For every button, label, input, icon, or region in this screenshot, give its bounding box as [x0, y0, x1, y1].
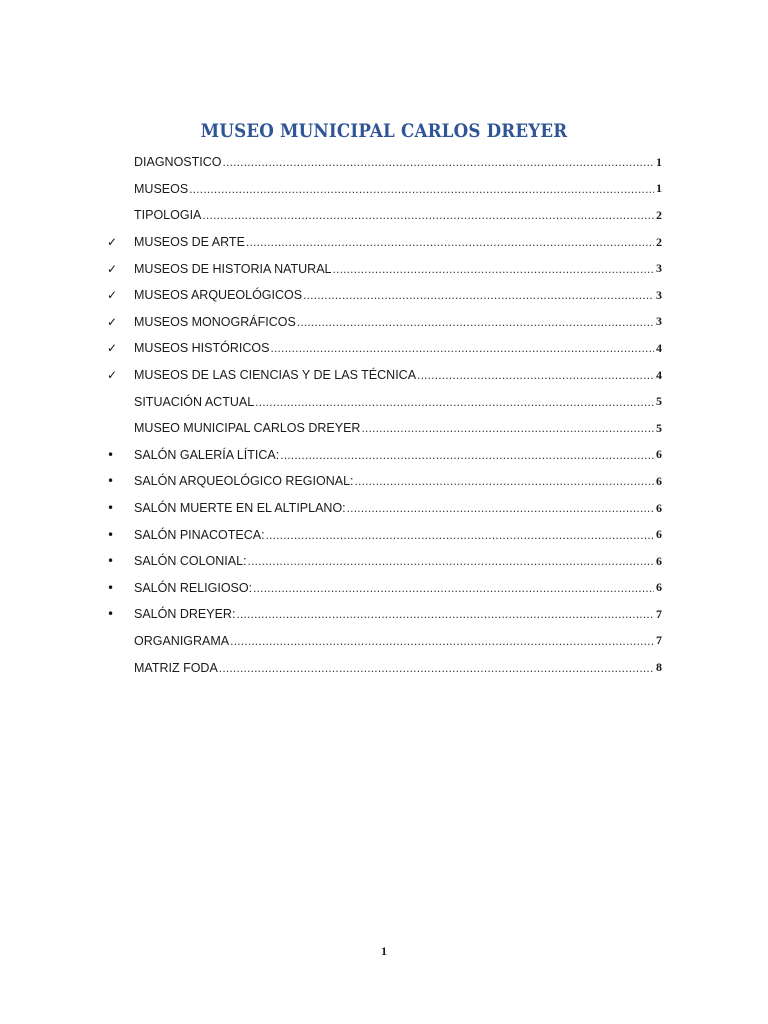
toc-entry[interactable]: [107, 575, 662, 602]
toc-entry-label: MUSEOS DE ARTE: [134, 235, 245, 250]
toc-page-number: 8: [656, 660, 662, 675]
toc-page-number: 4: [656, 340, 662, 355]
toc-entry-label: MUSEOS: [134, 181, 189, 196]
toc-entry-label: MUSEOS HISTÓRICOS: [134, 341, 270, 356]
toc-entry-label: MUSEOS MONOGRÁFICOS: [134, 314, 296, 329]
dot-leader: [246, 235, 654, 249]
toc-page-number: 3: [656, 261, 662, 276]
toc-entry[interactable]: [107, 468, 662, 495]
toc-entry[interactable]: [107, 495, 662, 522]
toc-entry-label: SALÓN DREYER:: [134, 607, 236, 622]
toc-page-number: 3: [656, 287, 662, 302]
toc-page-number: 7: [656, 633, 662, 648]
toc-page-number: 2: [656, 207, 662, 222]
toc-page-number: 6: [656, 447, 662, 462]
toc-page-number: 6: [656, 580, 662, 595]
toc-page-number: 7: [656, 606, 662, 621]
toc-entry-label: SALÓN ARQUEOLÓGICO REGIONAL:: [134, 474, 354, 489]
toc-page-number: 4: [656, 367, 662, 382]
toc-page-number: 2: [656, 234, 662, 249]
toc-entry-label: ORGANIGRAMA: [134, 633, 230, 648]
toc-entry[interactable]: [107, 309, 662, 336]
bullet-icon: •: [107, 554, 115, 569]
toc-entry[interactable]: [107, 628, 662, 655]
checkmark-icon: ✓: [107, 261, 118, 276]
toc-entry-label: MUSEOS DE HISTORIA NATURAL: [134, 261, 332, 276]
dot-leader: [253, 581, 654, 595]
toc-entry-label: SALÓN GALERÍA LÍTICA:: [134, 447, 280, 462]
dot-leader: [303, 288, 654, 302]
toc-entry[interactable]: [107, 202, 662, 229]
toc-entry[interactable]: [107, 176, 662, 203]
toc-page-number: 1: [656, 154, 662, 169]
dot-leader: [280, 448, 654, 462]
toc-entry[interactable]: [107, 601, 662, 628]
checkmark-icon: ✓: [107, 368, 118, 383]
checkmark-icon: ✓: [107, 341, 118, 356]
checkmark-icon: ✓: [107, 288, 118, 303]
toc-page-number: 6: [656, 500, 662, 515]
toc-entry[interactable]: [107, 388, 662, 415]
toc-entry[interactable]: [107, 548, 662, 575]
dot-leader: [202, 208, 654, 222]
dot-leader: [417, 368, 654, 382]
dot-leader: [347, 501, 654, 515]
toc-entry[interactable]: [107, 415, 662, 442]
toc-entry-label: SITUACIÓN ACTUAL: [134, 394, 255, 409]
toc-entry-label: TIPOLOGIA: [134, 208, 202, 223]
dot-leader: [297, 315, 654, 329]
dot-leader: [223, 155, 654, 169]
toc-page-number: 6: [656, 473, 662, 488]
bullet-icon: •: [107, 447, 115, 462]
bullet-icon: •: [107, 607, 115, 622]
document-title: MUSEO MUNICIPAL CARLOS DREYER: [200, 120, 568, 142]
toc-page-number: 6: [656, 527, 662, 542]
toc-entry[interactable]: [107, 362, 662, 389]
bullet-icon: •: [107, 474, 115, 489]
toc-entry-label: MATRIZ FODA: [134, 660, 218, 675]
toc-entry[interactable]: [107, 149, 662, 176]
dot-leader: [270, 341, 654, 355]
toc-page-number: 5: [656, 420, 662, 435]
toc-page-number: 1: [656, 181, 662, 196]
toc-entry[interactable]: [107, 335, 662, 362]
toc-entry-label: MUSEO MUNICIPAL CARLOS DREYER: [134, 421, 361, 436]
toc-entry-label: SALÓN RELIGIOSO:: [134, 580, 253, 595]
dot-leader: [230, 634, 654, 648]
toc-page-number: 3: [656, 314, 662, 329]
dot-leader: [219, 661, 654, 675]
bullet-icon: •: [107, 580, 115, 595]
toc-page-number: 6: [656, 553, 662, 568]
toc-entry[interactable]: [107, 229, 662, 256]
toc-entry-label: SALÓN COLONIAL:: [134, 554, 247, 569]
dot-leader: [236, 607, 654, 621]
dot-leader: [255, 395, 654, 409]
bullet-icon: •: [107, 527, 115, 542]
table-of-contents: [107, 149, 662, 681]
toc-entry[interactable]: [107, 282, 662, 309]
dot-leader: [333, 262, 655, 276]
toc-entry[interactable]: [107, 442, 662, 469]
toc-entry-label: SALÓN PINACOTECA:: [134, 527, 265, 542]
toc-entry-label: MUSEOS ARQUEOLÓGICOS: [134, 288, 303, 303]
dot-leader: [361, 421, 654, 435]
page-number-footer: 1: [381, 944, 387, 958]
checkmark-icon: ✓: [107, 314, 118, 329]
toc-entry[interactable]: [107, 521, 662, 548]
toc-entry[interactable]: [107, 654, 662, 681]
toc-entry-label: SALÓN MUERTE EN EL ALTIPLANO:: [134, 501, 346, 516]
toc-entry[interactable]: [107, 255, 662, 282]
dot-leader: [189, 182, 654, 196]
toc-page-number: 5: [656, 394, 662, 409]
dot-leader: [355, 474, 654, 488]
dot-leader: [266, 528, 654, 542]
dot-leader: [248, 554, 654, 568]
toc-entry-label: MUSEOS DE LAS CIENCIAS Y DE LAS TÉCNICA: [134, 368, 417, 383]
checkmark-icon: ✓: [107, 235, 118, 250]
toc-entry-label: DIAGNOSTICO: [134, 155, 222, 170]
bullet-icon: •: [107, 501, 115, 516]
